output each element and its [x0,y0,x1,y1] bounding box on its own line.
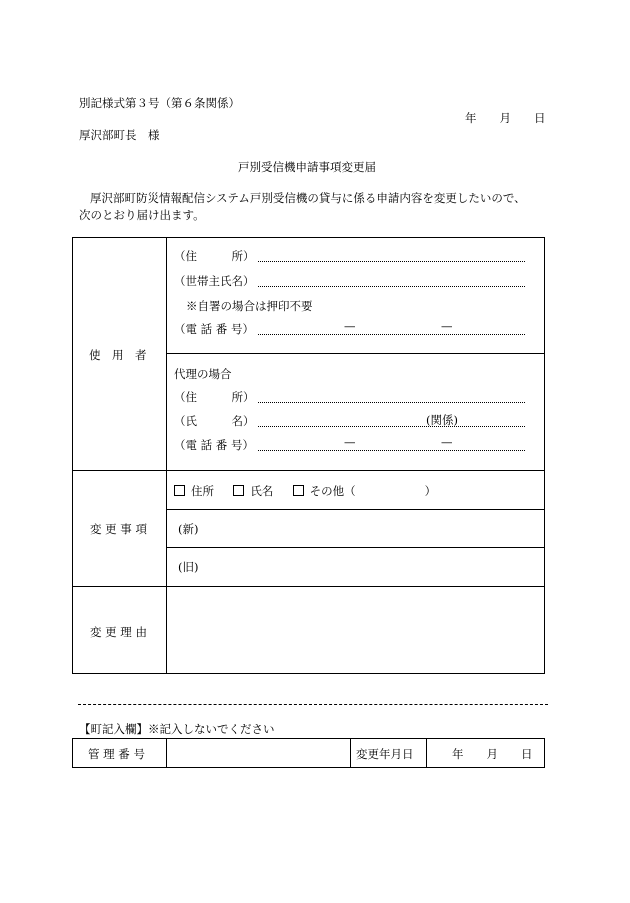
householder-label: （世帯主氏名） [174,274,255,288]
form-number: 別記様式第３号（第６条関係） [79,96,240,110]
user-label: 使 用 者 [89,348,147,362]
old-label: (旧) [178,560,199,574]
change-date-label: 変更年月日 [356,747,414,761]
signature-note: ※自署の場合は押印不要 [186,299,313,313]
proxy-phone-label: （電 話 番 号） [174,438,254,452]
office-divider-3 [426,738,427,768]
proxy-phone-field[interactable] [258,450,525,451]
addressee: 厚沢部町長 様 [79,128,160,142]
table-divider-change [72,470,545,471]
table-divider-reason [72,586,545,587]
change-label: 変 更 事 項 [90,522,147,536]
phone-field[interactable] [258,334,525,335]
mgmt-number-label: 管 理 番 号 [88,747,145,761]
date-line: 年 月 日 [465,111,546,125]
proxy-phone-separator-2: — [441,435,453,449]
change-options [174,483,436,499]
address-checkbox[interactable] [174,485,185,496]
other-checkbox[interactable] [293,485,304,496]
new-label: (新) [178,522,199,536]
option-name-label: 氏名 [250,484,274,498]
proxy-address-field[interactable] [258,402,525,403]
cut-line [78,704,548,705]
option-other-label: その他（ ） [309,484,437,498]
office-divider-1 [166,738,167,768]
mgmt-number-field[interactable] [168,740,348,766]
phone-separator-1: — [344,319,356,333]
address-label: （住 所） [174,249,255,263]
intro-line-2: 次のとおり届け出ます。 [79,208,205,222]
office-divider-2 [350,738,351,768]
proxy-heading: 代理の場合 [174,367,232,381]
householder-field[interactable] [258,286,525,287]
reason-label: 変 更 理 由 [90,625,147,639]
proxy-relation-label: (関係) [426,413,458,427]
table-divider-new [166,509,545,510]
table-divider-old [166,547,545,548]
office-heading: 【町記入欄】※記入しないでください [79,722,275,736]
reason-field[interactable] [168,588,543,672]
intro-line-1: 厚沢部町防災情報配信システム戸別受信機の貸与に係る申請内容を変更したいので、 [90,191,526,205]
proxy-name-field[interactable] [258,426,525,427]
form-title: 戸別受信機申請事項変更届 [238,160,376,174]
table-column-divider [166,237,167,674]
change-date-value: 年 月 日 [452,747,533,761]
table-divider-proxy [166,353,545,354]
proxy-address-label: （住 所） [174,390,255,404]
option-address-label: 住所 [191,484,214,498]
phone-label: （電 話 番 号） [174,322,254,336]
address-field[interactable] [258,261,525,262]
name-checkbox[interactable] [233,485,244,496]
phone-separator-2: — [441,319,453,333]
proxy-name-label: （氏 名） [174,414,255,428]
proxy-phone-separator-1: — [344,435,356,449]
